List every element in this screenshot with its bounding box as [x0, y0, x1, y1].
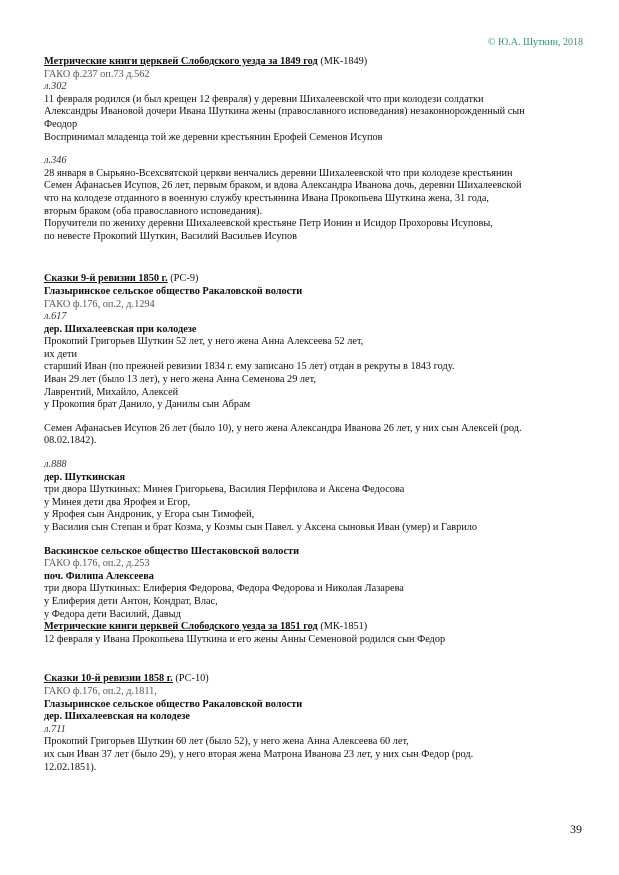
section-title: Метрические книги церквей Слободского уезда за 1849 год	[44, 56, 318, 67]
text-line: Семен Афанасьев Исупов, 26 лет, первым браком, и вдова Александра Иванова дочь, деревни Шихалеевской	[44, 180, 522, 192]
society-name: Глазыринское сельское общество Ракаловской волости	[44, 285, 303, 297]
text-line: что на колодезе отданного в военную службу крестьянина Ивана Прокопьева Шуткина жена, 31 года,	[44, 192, 489, 204]
text-line: 12 февраля у Ивана Прокопьева Шуткина и его жены Анны Семеновой родился сын Федор	[44, 633, 446, 645]
document-body	[44, 56, 589, 774]
text-line: у Ярофея сын Андроник, у Егора сын Тимофей,	[44, 509, 255, 521]
section-tag: (МК-1851)	[320, 621, 368, 633]
section-heading-rs-10	[44, 673, 589, 686]
text-line: у Прокопия брат Данило, у Данилы сын Абрам	[44, 399, 251, 411]
text-line: три двора Шуткиных: Елиферия Федорова, Федора Федорова и Николая Лазарева	[44, 583, 404, 595]
text-line: вторым браком (оба православного исповедания).	[44, 205, 263, 217]
text-line: по невесте Прокопий Шуткин, Василий Васильев Исупов	[44, 230, 297, 242]
archive-reference: ГАКО ф.176, оп.2, д.1811,	[44, 685, 157, 697]
section-tag: (МК-1849)	[320, 56, 368, 67]
text-line: Поручители по жениху деревни Шихалеевской крестьяне Петр Ионин и Исидор Прохоровы Исуповы,	[44, 218, 493, 230]
folio-number: л.617	[44, 311, 67, 323]
folio-number: л.711	[44, 723, 66, 735]
copyright-notice: © Ю.А. Шуткин, 2018	[487, 37, 583, 48]
text-line: Прокопий Григорьев Шуткин 52 лет, у него жена Анна Алексеева 52 лет,	[44, 336, 364, 348]
archive-reference: ГАКО ф.176, оп.2, д.1294	[44, 298, 155, 310]
section-heading-mk-1849	[44, 56, 589, 69]
text-line: Семен Афанасьев Исупов 26 лет (было 10), у него жена Александра Иванова 26 лет, у них сын Алексей (род.	[44, 422, 522, 434]
text-line: три двора Шуткиных: Минея Григорьева, Василия Перфилова и Аксена Федосова	[44, 484, 405, 496]
folio-number: л.302	[44, 81, 67, 93]
page-number: 39	[570, 822, 582, 836]
text-line: Феодор	[44, 118, 78, 130]
folio-number: л.346	[44, 155, 67, 167]
text-line: Александры Ивановой дочери Ивана Шуткина жены (православного исповедания) незаконнорожденный сын	[44, 106, 525, 118]
text-line: Воспринимал младенца той же деревни крестьянин Ерофей Семенов Исупов	[44, 131, 383, 143]
text-line: 11 февраля родился (и был крещен 12 февраля) у деревни Шихалеевской что при колодези солдатки	[44, 93, 484, 105]
text-line: Прокопий Григорьев Шуткин 60 лет (было 52), у него жена Анна Алексеева 60 лет,	[44, 736, 409, 748]
text-line: Лаврентий, Михайло, Алексей	[44, 386, 179, 398]
text-line: у Елиферия дети Антон, Кондрат, Влас,	[44, 595, 218, 607]
text-line: старший Иван (по прежней ревизии 1834 г. ему записано 15 лет) отдан в рекруты в 1843 году.	[44, 361, 455, 373]
archive-reference: ГАКО ф.176, оп.2, д.253	[44, 558, 150, 570]
section-title: Метрические книги церквей Слободского уезда за 1851 год	[44, 621, 318, 633]
folio-number: л.888	[44, 459, 67, 471]
section-title: Сказки 9-й ревизии 1850 г.	[44, 273, 168, 285]
text-line: 08.02.1842).	[44, 435, 97, 447]
text-line: у Василия сын Степан и брат Козма, у Козмы сын Павел. у Аксена сыновья Иван (умер) и Гаврило	[44, 522, 478, 533]
society-name: Васкинское сельское общество Шестаковской волости	[44, 545, 300, 557]
archive-reference: ГАКО ф.237 оп.73 д.562	[44, 68, 150, 80]
section-title: Сказки 10-й ревизии 1858 г.	[44, 673, 173, 685]
text-line: 28 января в Сырьяно-Всехсвятской церкви венчались деревни Шихалеевской что при колодезе крестьянин	[44, 167, 513, 179]
village-name: поч. Филипа Алексеева	[44, 570, 154, 582]
society-name: Глазыринское сельское общество Ракаловской волости	[44, 698, 303, 710]
text-line: у Минея дети два Ярофея и Егор,	[44, 496, 191, 508]
section-tag: (РС-9)	[170, 273, 199, 285]
text-line: их дети	[44, 348, 78, 360]
section-heading-rs-9	[44, 273, 589, 286]
village-name: дер. Шихалеевская при колодезе	[44, 323, 197, 335]
section-tag: (РС-10)	[175, 673, 209, 685]
village-name: дер. Шуткинская	[44, 471, 126, 483]
section-heading-mk-1851	[44, 621, 589, 634]
text-line: их сын Иван 37 лет (было 29), у него вторая жена Матрона Иванова 23 лет, у них сын Федор (род.	[44, 748, 474, 760]
village-name: дер. Шихалеевская на колодезе	[44, 711, 190, 723]
text-line: Иван 29 лет (было 13 лет), у него жена Анна Семенова 29 лет,	[44, 374, 316, 386]
text-line: у Федора дети Василий, Давыд	[44, 608, 181, 620]
text-line: 12.02.1851).	[44, 761, 97, 773]
